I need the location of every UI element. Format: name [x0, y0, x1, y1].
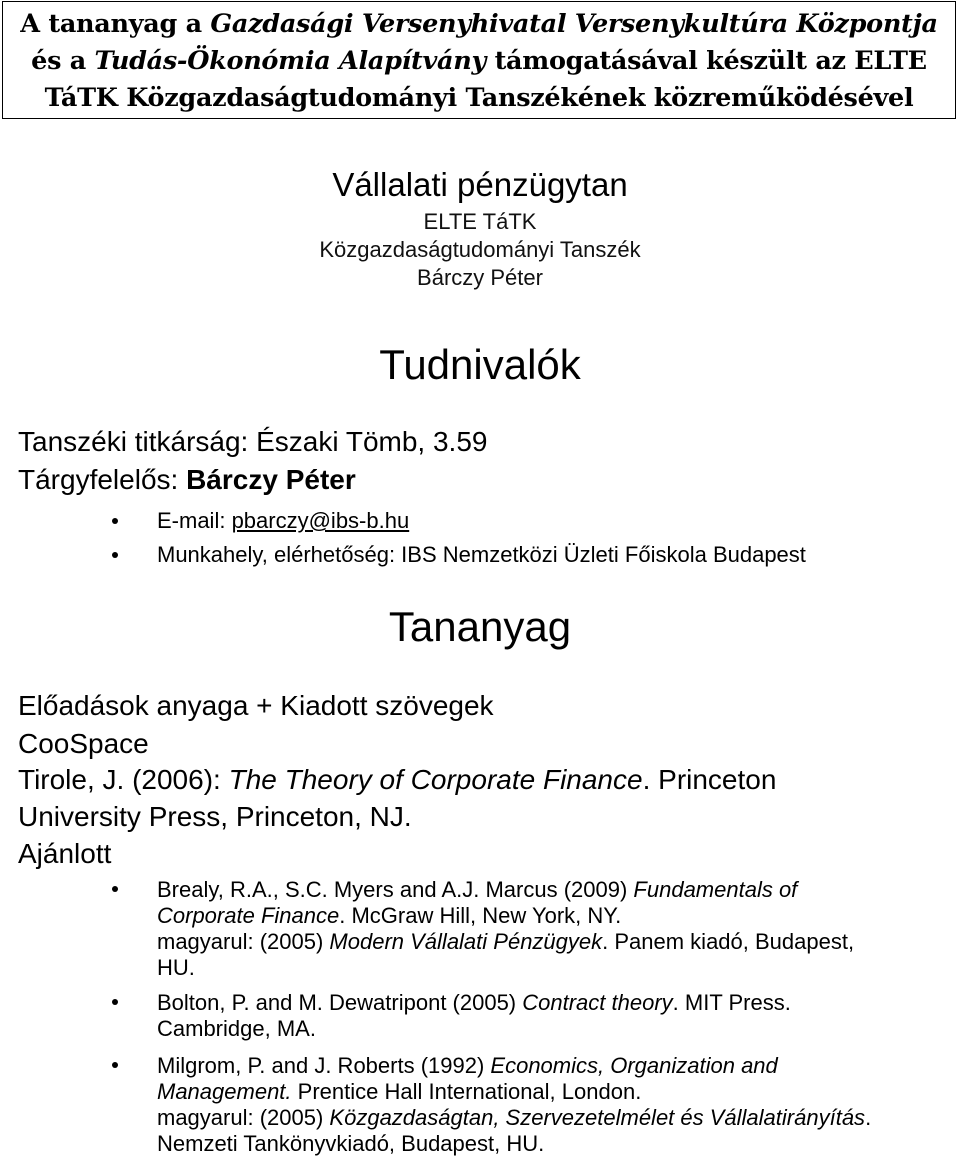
ref-brealy-hu: magyarul: (2005) Modern Vállalati Pénzügyek. Panem kiadó, Budapest, [157, 929, 855, 954]
ref-brealy-hu-cont: HU. [157, 955, 195, 980]
responsible-line: Tárgyfelelős: Bárczy Péter [18, 464, 356, 495]
bullet-icon [112, 552, 118, 558]
email-link[interactable]: pbarczy@ibs-b.hu [231, 508, 410, 533]
sponsor-banner [2, 1, 956, 119]
course-institution: ELTE TáTK [423, 209, 537, 234]
course-department: Közgazdaságtudományi Tanszék [319, 237, 641, 262]
banner-line-2: és a Tudás-Ökonómia Alapítvány támogatásával készült az ELTE [31, 46, 927, 76]
banner-line-3: TáTK Közgazdaságtudományi Tanszékének közreműködésével [44, 83, 914, 113]
ref-bolton-cont: Cambridge, MA. [157, 1016, 316, 1041]
responsible-name: Bárczy Péter [186, 464, 356, 495]
tirole-reference: Tirole, J. (2006): The Theory of Corporate Finance. Princeton [18, 764, 777, 795]
course-lecturer: Bárczy Péter [417, 265, 543, 290]
ref-milgrom-hu: magyarul: (2005) Közgazdaságtan, Szervezetelmélet és Vállalatirányítás. [157, 1105, 872, 1130]
ref-milgrom-cont: Management. Prentice Hall International, London. [157, 1079, 642, 1104]
ref-milgrom-hu-cont: Nemzeti Tankönyvkiadó, Budapest, HU. [157, 1131, 545, 1156]
course-title: Vállalati pénzügytan [332, 166, 628, 203]
bullet-icon [112, 886, 118, 892]
info-heading: Tudnivalók [379, 341, 581, 388]
tirole-reference-cont: University Press, Princeton, NJ. [18, 801, 412, 832]
material-line-1: Előadások anyaga + Kiadott szövegek [18, 690, 494, 721]
ref-milgrom: Milgrom, P. and J. Roberts (1992) Economics, Organization and [157, 1053, 778, 1078]
bullet-icon [112, 1062, 118, 1068]
bullet-icon [112, 518, 118, 524]
ref-bolton: Bolton, P. and M. Dewatripont (2005) Contract theory. MIT Press. [157, 990, 791, 1015]
ref-brealy-cont: Corporate Finance. McGraw Hill, New York, NY. [157, 903, 622, 928]
material-heading: Tananyag [388, 603, 572, 650]
banner-line-1: A tananyag a Gazdasági Versenyhivatal Versenykultúra Központja [20, 9, 938, 39]
secretariat-line: Tanszéki titkárság: Északi Tömb, 3.59 [18, 426, 488, 457]
material-line-2: CooSpace [18, 728, 149, 759]
bullet-icon [112, 999, 118, 1005]
recommended-heading: Ajánlott [18, 838, 112, 869]
ref-brealy: Brealy, R.A., S.C. Myers and A.J. Marcus (2009) Fundamentals of [157, 877, 798, 902]
